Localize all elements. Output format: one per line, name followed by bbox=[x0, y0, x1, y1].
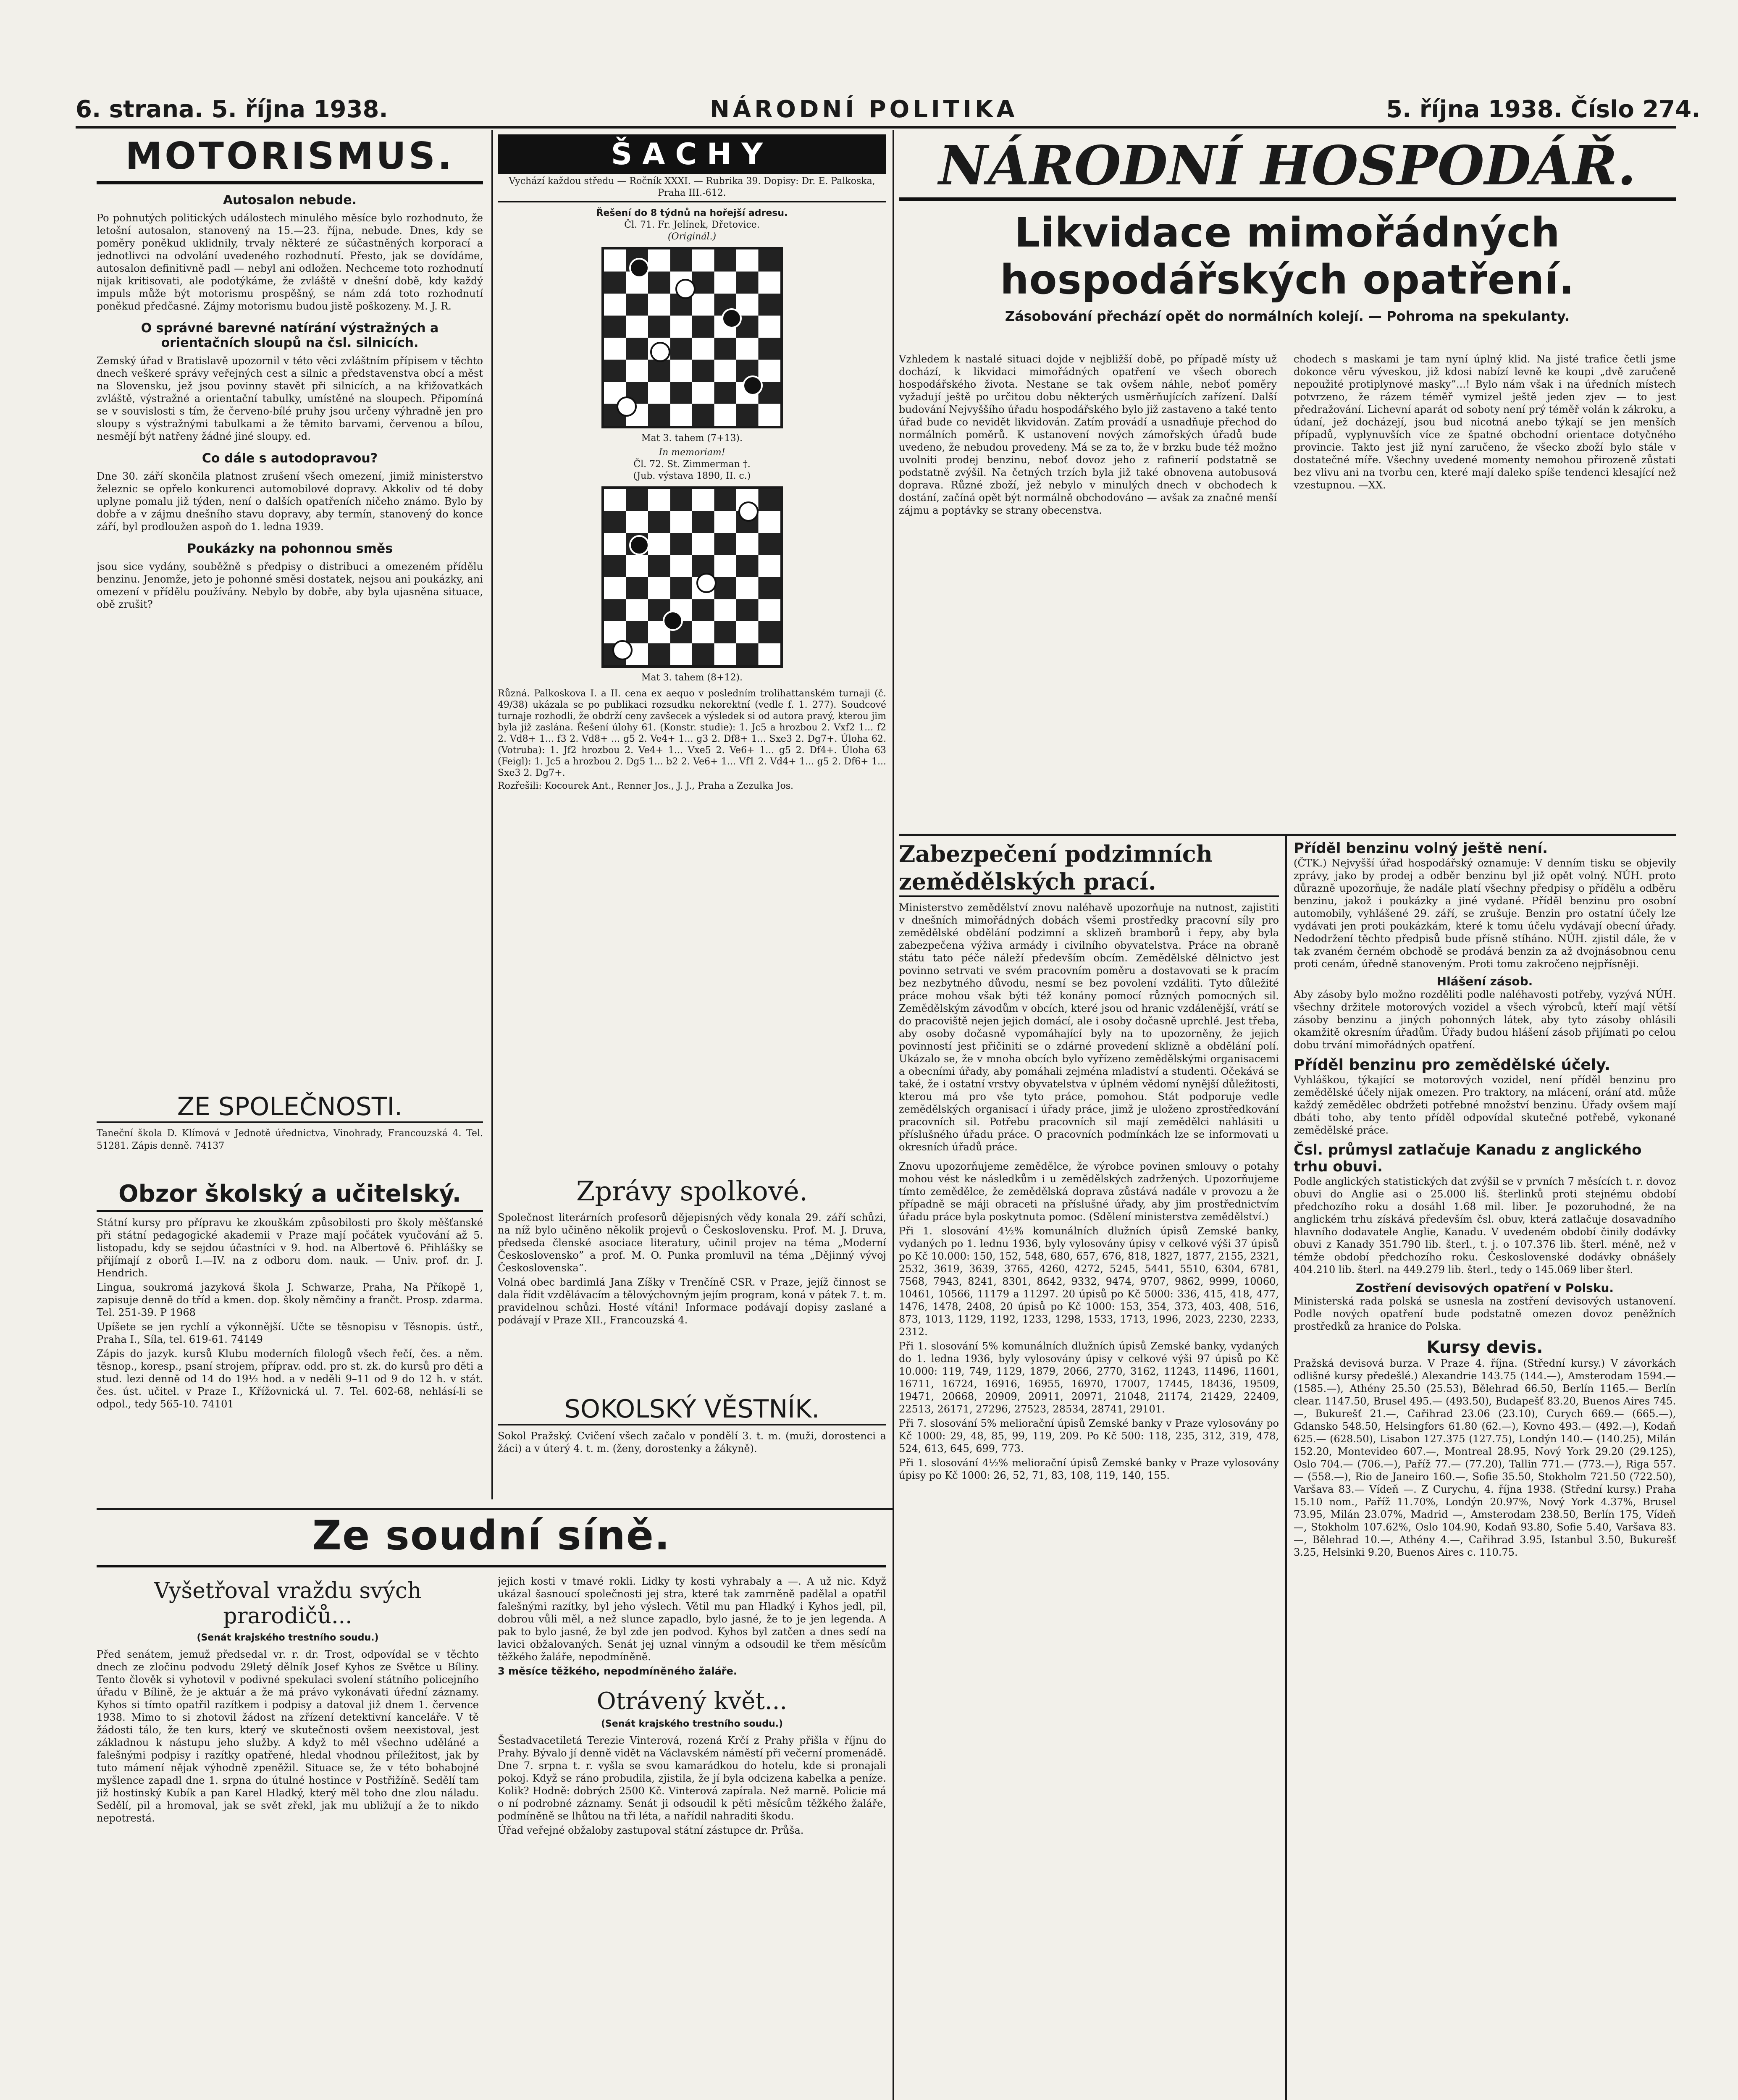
memoriam-label: In memoriam! bbox=[659, 447, 725, 458]
lottery-notice: Při 7. slosování 5% meliorační úpisů Zemské banky v Praze vylosovány po Kč 1000: 29, 48, 85, 99, 119, 209. Po Kč 500: 118, 235, 312, 319, 478, 524, 613, 645, 699, 773. bbox=[899, 1418, 1279, 1454]
article-heading: O správné barevné natírání výstražných a orientačních sloupů na čsl. silnicích. bbox=[141, 321, 439, 350]
obzor-section bbox=[97, 1180, 483, 1499]
chess-board-72 bbox=[601, 486, 783, 668]
article-text: Volná obec bardimlá Jana Zíšky v Trenčíně CSR. v Praze, jejíž činnost se dala řídit vzdělávacím a tělovýchovným jejím program, koná v pátek 7. t. m. pravidelnou schůzi. Hosté vítáni! Informace podávají dopisy zaslané a podávají v Praze XII., Francouzská 4. bbox=[498, 1276, 886, 1326]
hospodar-col-2 bbox=[1294, 353, 1676, 832]
article-heading: Čsl. průmysl zatlačuje Kanadu z anglického trhu obuvi. bbox=[1294, 1142, 1642, 1175]
article-text: Vyhláškou, týkající se motorových vozidel, není příděl benzinu pro zemědělské účely nijak omezen. Pro traktory, na mlácení, orání atd. může každý zemědělec obdržeti potřebné množství benzinu. Úřady ovšem mají dbáti toho, aby tento příděl odpovídal skutečné potřebě, vykonané zemědělské práce. bbox=[1294, 1074, 1676, 1136]
chess-notes: Různá. Palkoskova I. a II. cena ex aequo v posledním trolihattanském turnaji (č. 49/38) ukázala se po publikaci rozsudku nekorektní (vedle f. 1. 277). Soudcové turnaje rozhodli, že obdrží ceny zavšecek a výsledek si od autora pravý, kterou jim byla již zaslána. Řešení úlohy 61. (Konstr. studie): 1. Jc5 a hrozbou 2. Vxf2 1... f2 2. Vd8+ 1... f3 2. Vd8+ ... g5 2. Ve4+ 1... g3 2. Df8+ 1... Sxe3 2. Dg7+. Úloha 62. (Votruba): 1. Jf2 hrozbou 2. Ve4+ 1... Vxe5 2. Ve6+ 1... g5 2. Df4+. Úloha 63 (Feigl): 1. Jc5 a hrozbou 2. Dg5 1... b2 2. Ve6+ 1... Vf1 2. Vd4+ 1... g5 2. Df6+ 1... Sxe3 2. Dg7+. bbox=[498, 688, 886, 778]
sokol-section bbox=[498, 1394, 886, 1499]
article-text: Státní kursy pro přípravu ke zkouškám způsobilosti pro školy měšťanské při státní pedagogické akademii v Praze mají počátek vyučování až 5. listopadu, kdy se sejdou účastníci v 9. hod. na Albertově 6. Přihlášky se přijímají z oborů I.—IV. na z odboru dom. nauk. — Univ. prof. dr. J. Hendrich. bbox=[97, 1217, 483, 1279]
article-text: Ministerská rada polská se usnesla na zostření devisových ustanovení. Podle nových opatření bude podstatně omezen dovoz peněžních prostředků za hranice do Polska. bbox=[1294, 1295, 1676, 1332]
newspaper-title: NÁRODNÍ POLITIKA bbox=[710, 96, 1018, 123]
problem-caption: Mat 3. tahem (8+12). bbox=[641, 672, 743, 683]
section-title: Ze soudní síně. bbox=[97, 1512, 886, 1567]
column-divider bbox=[491, 130, 493, 1499]
article-heading: Příděl benzinu volný ještě není. bbox=[1294, 840, 1548, 857]
page-number-date: 6. strana. 5. října 1938. bbox=[76, 96, 388, 123]
article-heading: Zostření devisových opatření v Polsku. bbox=[1355, 1281, 1614, 1295]
article-text: Úřad veřejné obžaloby zastupoval státní zástupce dr. Průša. bbox=[498, 1824, 804, 1836]
section-divider bbox=[899, 834, 1676, 836]
article-text: (ČTK.) Nejvyšší úřad hospodářský oznamuje: V denním tisku se objevily zprávy, jako by prodej a odběr benzinu byl již opět volný. NÚH. proto důrazně upozorňuje, že nadále platí všechny předpisy o přídělu a odběru benzinu, jakož i poukázky a jiné vydané. Příděl benzinu pro osobní automobily, vyhlášené 29. září, se zrušuje. Benzin pro ostatní účely lze vydávati jen proti poukázkám, které k tomu účelu vydávají obecní úřady. Nedodržení těchto předpisů bude přísně stíháno. NÚH. zjistil dále, že v tak zvaném černém obchodě se prodává benzin za až dvojnásobnou cenu proti cenám, úředně stanoveným. Proti tomu zakročeno nejpřísněji. bbox=[1294, 857, 1676, 970]
article-subheading: (Senát krajského trestního soudu.) bbox=[197, 1633, 379, 1643]
soud-section bbox=[97, 1512, 886, 2100]
problem-subtitle: (Originál.) bbox=[667, 231, 717, 242]
article-subheading: (Senát krajského trestního soudu.) bbox=[601, 1719, 783, 1729]
headline: Likvidace mimořádných bbox=[1014, 209, 1560, 256]
lottery-notice: Při 1. slosování 5% komunálních dlužních úpisů Zemské banky, vydaných do 1. ledna 1936, byly vylosovány úpisy v celkové výši 97 úpisů po Kč 10.000: 119, 749, 1129, 1879, 2066, 2770, 3162, 11243, 11496, 11601, 16711, 16724, 16916, 16955, 16970, 17007, 17445, 18436, 19509, 19471, 20668, 20909, 20911, 20971, 21048, 21174, 21429, 22409, 22513, 26171, 27296, 27523, 28534, 28741, 29101. bbox=[899, 1340, 1279, 1415]
article-heading: Otrávený květ... bbox=[596, 1688, 788, 1715]
issue-number: 5. října 1938. Číslo 274. bbox=[1386, 96, 1701, 123]
ad-text: Linguа, soukromá jazyková škola J. Schwarze, Praha, Na Příkopě 1, zapisuje denně do tříd a kmen. dop. školy němčiny a frančt. Prosp. zdarma. Tel. 251-39. P 1968 bbox=[97, 1281, 483, 1318]
article-text: Sokol Pražský. Cvičení všech začalo v pondělí 3. t. m. (muži, dorostenci a žáci) a v úterý 4. t. m. (ženy, dorostenky a žákyně). bbox=[498, 1430, 886, 1454]
lottery-notice: Při 1. slosování 4½% meliorační úpisů Zemské banky v Praze vylosovány úpisy po Kč 1000: 26, 52, 71, 83, 108, 119, 140, 155. bbox=[899, 1457, 1279, 1481]
section-title: NÁRODNÍ HOSPODÁŘ. bbox=[899, 134, 1676, 201]
motorismus-section bbox=[97, 134, 483, 1092]
section-title: Zprávy spolkové. bbox=[576, 1176, 808, 1207]
header-rule bbox=[76, 126, 1676, 129]
problem-subtitle: (Jub. výstava 1890, II. c.) bbox=[633, 471, 751, 481]
problem-title: Čl. 72. St. Zimmerman †. bbox=[633, 459, 751, 470]
chess-piece bbox=[722, 308, 742, 328]
problem-caption: Mat 3. tahem (7+13). bbox=[641, 433, 743, 444]
article-text: jsou sice vydány, souběžně s předpisy o distribuci a omezeném přídělu benzinu. Jenomže, jeto je pohonné směsi dostatek, nejsou ani poukázky, ani omezení v přídělu používány. Nebylo by dobře, aby byla ujasněna situace, obě zrušit? bbox=[97, 561, 483, 610]
section-divider bbox=[97, 1508, 893, 1510]
chess-piece bbox=[675, 279, 696, 299]
problem-title: Čl. 71. Fr. Jelínek, Dřetovice. bbox=[624, 220, 760, 230]
article-heading: Hlášení zásob. bbox=[1436, 974, 1533, 988]
zabezpeceni-section bbox=[899, 840, 1279, 2100]
article-text: Dne 30. září skončila platnost zrušení všech omezení, jimiž ministerstvo železnic se opřelo konkurenci automobilové dopravy. Akkoliv od té doby uplyne pomalu již týden, není o dalších opatřeních ničeho známo. Bylo by dobře a v zájmu dnešního stavu dopravy, aby termín, stanovený do konce září, byl prodloužen aspoň do 1. ledna 1939. bbox=[97, 470, 483, 533]
article-text: Aby zásoby bylo možno rozděliti podle naléhavosti potřeby, vyzývá NÚH. všechny držitele motorových vozidel a všech výrobců, kteří mají větší zásoby benzinu a jiných pohonných látek, aby tyto zásoby ohlásili okamžitě okresním úřadům. Úřady budou hlášení zásob přijímati po celou dobu trvání mimořádných opatření. bbox=[1294, 989, 1676, 1051]
column-divider bbox=[1285, 836, 1287, 2100]
exchange-rates: Pražská devisová burza. V Praze 4. října. (Střední kursy.) V závorkách odlišné kursy předešlé.) Alexandrie 143.75 (144.—), Amsterodam 1594.— (1585.—), Athény 25.50 (25.53), Bělehrad 66.50, Berlín 1165.— Berlín clear. 1147.50, Brusel 495.— (493.50), Budapešť 83.20, Buenos Aires 745.—, Bukurešť 21.—, Cařihrad 23.06 (23.10), Curych 669.— (665.—), Gdansko 548.50, Helsingfors 61.80 (62.—), Kovno 493.— (492.—), Kodaň 625.— (628.50), Lisabon 127.375 (127.75), Londýn 140.— (140.25), Milán 152.20, Montevideo 607.—, Montreal 28.95, Nový York 29.20 (29.125), Oslo 704.— (706.—), Paříž 77.— (77.20), Tallin 771.— (773.—), Riga 557.— (558.—), Rio de Janeiro 160.—, Sofie 35.50, Stokholm 721.50 (722.50), Varšava 83.— Vídeň —. Z Curychu, 4. října 1938. (Střední kursy.) Praha 15.10 nom., Paříž 11.70%, Londýn 20.97%, Nový York 4.37%, Brusel 73.95, Milán 23.07%, Madrid —, Amsterodam 238.50, Berlín 175, Vídeň —, Stokholm 107.62%, Oslo 104.90, Kodaň 93.80, Sofie 5.40, Varšava 83.—, Bělehrad 10.—, Athény 4.—, Cařihrad 3.95, Istanbul 3.50, Bukurešť 3.25, Helsinki 9.20, Buenos Aires c. 110.75. bbox=[1294, 1357, 1676, 1558]
chess-piece bbox=[629, 258, 649, 278]
section-title: ZE SPOLEČNOSTI. bbox=[97, 1092, 483, 1123]
section-banner: ŠACHY bbox=[498, 134, 886, 174]
chess-piece bbox=[743, 375, 763, 396]
article-text: Po pohnutých politických událostech minulého měsíce bylo rozhodnuto, že letošní autosalon, stanovený na 15.—23. října, nebude. Dnes, kdy se poměry poněkud uklidnily, trvaly některé ze súčastněných korporací a jednotlivci na odvolání uvedeného rozhodnutí. Přesto, jak se dovídáme, autosalon definitivně padl — nebyl ani odložen. Nechceme toto rozhodnutí nijak kritisovati, ale podotýkáme, že zvláště v dnešní době, kdy každý impuls může být motorismu prospěšný, se nám zdá toto rozhodnutí poněkud předčasné. Zájmy motorismu budou jistě poškozeny. M. J. R. bbox=[97, 212, 483, 312]
ad-text: Upíšete se jen rychlí a výkonnější. Učte se těsnopisu v Těsnopis. ústř., Praha I., Síla, tel. 619-61. 74149 bbox=[97, 1321, 483, 1345]
article-text: Znovu upozorňujeme zemědělce, že výrobce povinen smlouvy o potahy mohou vést ke následkům i u zemědělských zadržených. Upozorňujeme tímto zemědělce, že zemědělská doprava zůstává nadále v provozu a že případně se máji obraceti na příslušné úřady, aby jim prostřednictvím úřadu práce byla poskytnuta pomoc. (Sdělení ministerstva zemědělství.) bbox=[899, 1160, 1279, 1223]
article-text: Zemský úřad v Bratislavě upozornil v této věci zvláštním přípisem v těchto dnech veškeré správy veřejných cest a silnic a představenstva obcí a měst na Slovensku, jež jsou povinny stavět při silnicích, a na křižovatkách zvláště, výstražné a orientační tabulky, umístěné na sloupech. Připomíná se v souvislosti s tím, že červeno-bílé pruhy jsou určeny výhradně jen pro sloupy s výstražnými tabulkami a že těmito barvami, červenou a bílou, nesmějí být natřeny žádné jiné sloupy. ed. bbox=[97, 355, 483, 442]
hospodar-section bbox=[899, 134, 1676, 832]
article-heading: Kursy devis. bbox=[1426, 1338, 1543, 1357]
subheadline: Zásobování přechází opět do normálních kolejí. — Pohroma na spekulanty. bbox=[1005, 308, 1570, 324]
article-heading: Příděl benzinu pro zemědělské účely. bbox=[1294, 1056, 1610, 1074]
chess-piece bbox=[738, 501, 759, 522]
ad-text: Zápis do jazyk. kursů Klubu moderních filologů všech řečí, čes. a něm. těsnop., koresp., psaní strojem, příprav. odd. pro st. zk. do kursů pro děti a stud. lezi denně od 14 do 19½ hod. a v neděli 9–11 od 9 do 12 h. v stát. čes. úst. učitel. v Praze I., Křížovnická ul. 7. Tel. 602-68, nehlásí-li se odpol., tedy 565-10. 74101 bbox=[97, 1348, 483, 1410]
article-heading: Autosalon nebude. bbox=[223, 193, 357, 207]
article-text: jejich kosti v tmavé rokli. Lidky ty kosti vyhrabaly a —. A už nic. Když ukázal šasnoucí společnosti jej stra, které tak zamrněně padělal a opatřil falešnými razítky, byl jeho výslech. Větil mu pan Hladký i Kyhos jedl, pil, dobrou vůli měl, a než slunce zapadlo, bylo jasné, že to je jen legenda. A pak to bylo jasné, že byl zde jen podvod. Kyhos byl zatčen a dnes sedí na lavici obžalovaných. Senát jej uznal vinným a odsoudil ke třem měsícům těžkého žaláře, nepodmíněně. bbox=[498, 1575, 886, 1663]
section-title: SOKOLSKÝ VĚSTNÍK. bbox=[498, 1394, 886, 1425]
chess-piece bbox=[650, 342, 670, 362]
verdict-text: 3 měsíce těžkého, nepodmíněného žaláře. bbox=[498, 1665, 737, 1677]
soud-column-2 bbox=[498, 1575, 886, 2100]
chess-solvers: Rozřešili: Kocourek Ant., Renner Jos., J. J., Praha a Zezulka Jos. bbox=[498, 781, 793, 791]
chess-piece bbox=[696, 573, 717, 593]
article-heading: Vyšetřoval vraždu svých prarodičů... bbox=[154, 1578, 422, 1629]
spolecnost-section bbox=[97, 1092, 483, 1172]
article-heading: Co dále s autodopravou? bbox=[202, 451, 378, 466]
spolkove-section bbox=[498, 1176, 886, 1390]
chess-board-71 bbox=[601, 247, 783, 428]
article-text: Vzhledem k nastalé situaci dojde v nejbližší době, po případě místy už dochází, k likvidaci mimořádných opatření ve všech oborech hospodářského života. Nestane se tak ovšem náhle, neboť poměry vyžadují ještě po určitou dobu některých usměrňujících zařízení. Další budování Nejvyššího úřadu hospodářského bylo již zastaveno a také tento úřad bude co nevidět likvidován. Zatím provádí a usnadňuje přechod do normálních poměrů. K ustanovení nových zámořských úřadů bude uvedeno, že nebudou provedeny. Má se za to, že v brzku bude též možno uvolniti prodej benzinu, neboť dovoz jeho z rafinerií podstatně se podstatně zvýšil. Na četných trzích byla již také obnovena autobusová doprava. Různé zboží, jež nebylo v minulých dnech v obchodech k dostání, začíná opět být normálně obchodováno — avšak za značné menší zájmu a poptávky se strany obecenstva. bbox=[899, 353, 1277, 516]
article-text: Podle anglických statistických dat zvýšil se v prvních 7 měsících t. r. dovoz obuvi do Anglie asi o 25.000 liš. šterlinků proti stejnému období předchozího roku a dosáhl 1.68 mil. liber. Je pozoruhodné, že na anglickém trhu získává především čsl. obuv, která zatlačuje dosavadního hlavního dodavatele Anglie, Kanadu. V uvedeném období činily dodávky obuvi z Kanady 351.790 lib. šterl., t. j. o 107.376 lib. šterl. méně, než v témže období předchozího roku. Československé dodávky obnášely 404.210 lib. šterl. na 449.279 lib. šterl., tedy o 145.069 liber šterl. bbox=[1294, 1176, 1676, 1276]
article-text: chodech s maskami je tam nyní úplný klid. Na jisté trafice četli jsme dokonce věru výveskou, již kdosi nabízí levně ke koupi „dvě zaručeně nepoužité protiplynové masky”...! Bylo nám však i na úředních místech potvrzeno, že rázem téměř vymizel ještě jeden zjev — to jest předražování. Lichevní aparát od soboty není prý téměř volán k zákroku, a údaní, jež docházejí, jsou bud nicotná anebo týkají se jen menších případů, vyplynuvších více ze špatné obchodní orientace dotyčného provincie. Takto jest již nyní zaručeno, že všecko zboží bylo stále v dostatečné míře. Všechny uvedené momenty nemohou přirozeně zůstati bez vlivu ani na tvorbu cen, které mají daleko spíše tendenci klesající než vzestupnou. —XX. bbox=[1294, 353, 1676, 491]
section-title: MOTORISMUS. bbox=[97, 134, 483, 184]
column-divider bbox=[893, 130, 894, 2100]
article-heading: Zabezpečení podzimních zemědělských prací. bbox=[899, 840, 1279, 897]
chess-piece bbox=[629, 535, 649, 555]
lottery-notice: Při 1. slosování 4½% komunálních dlužních úpisů Zemské banky, vydaných po 1. lednu 1936, byly vylosovány úpisy v celkové výši 37 úpisů po Kč 10.000: 150, 152, 548, 680, 657, 676, 818, 1827, 1877, 2155, 2321, 2532, 3619, 3639, 3765, 4260, 4272, 5245, 5441, 5510, 6304, 6781, 7568, 7943, 8241, 8301, 8642, 9332, 9474, 9707, 9862, 9999, 10060, 10461, 10566, 11179 a 11297. 20 úpisů po Kč 5000: 336, 415, 418, 477, 1476, 1478, 2408, 20 úpisů po Kč 1000: 153, 354, 373, 403, 408, 516, 873, 1013, 1129, 1192, 1233, 1298, 1533, 1713, 1996, 2023, 2230, 2233, 2312. bbox=[899, 1225, 1279, 1338]
soud-column-1 bbox=[97, 1575, 479, 2100]
sachy-section bbox=[498, 134, 886, 1176]
right-column bbox=[1294, 840, 1676, 2100]
chess-piece bbox=[612, 640, 633, 660]
article-heading: Poukázky na pohonnou směs bbox=[186, 541, 393, 556]
ad-text: Taneční škola D. Klímová v Jednotě úřednictva, Vinohrady, Francouzská 4. Tel. 51281. Zápis denně. 74137 bbox=[97, 1128, 483, 1151]
solutions-notice: Řešení do 8 týdnů na hořejší adresu. bbox=[596, 208, 788, 218]
section-title: Obzor školský a učitelský. bbox=[97, 1180, 483, 1212]
chess-piece bbox=[663, 611, 683, 631]
rubric-info: Vychází každou středu — Ročník XXXI. — Rubrika 39. Dopisy: Dr. E. Palkoska, Praha III.-612. bbox=[498, 174, 886, 202]
article-text: Před senátem, jemuž předsedal vr. r. dr. Trost, odpovídal se v těchto dnech ze zločinu podvodu 29letý dělník Josef Kyhos ze Světce u Bíliny. Tento člověk si vyhotovil v podivné spekulaci svolení státního policejního úřadu v Bílině, že je aktuár a že má právo vykonávati úřední záznamy. Kyhos si tímto opatřil razítkem i podpisy a datoval již dnem 1. července 1938. Mimo to si zhotovil žádost na zřízení detektivní kanceláře. V tě žádosti tálo, že ten kurs, který ve skutečnosti ovšem neexistoval, jest základnou k nástupu jeho služby. A když to měl všechno uděláné a falešnými podpisy i razítky opatřené, hledal vhodnou příležitost, jak by tuto mámení nějak výhodně zpeněžil. Situace se, že v této bohabojné myšlence zapadl dne 1. srpna do útulné hostince v Postřižíně. Sedělí tam již hostinský Kubík a pan Karel Hladký, který měl toho dne zlou náladu. Sedělí, pil a hromoval, jak se svět zřekl, jak mu ubližují a že to nikdo nepotrestá. bbox=[97, 1648, 479, 1824]
article-text: Ministerstvo zemědělství znovu naléhavě upozorňuje na nutnost, zajistiti v dnešních mimořádných dobách všemi prostředky pracovní síly pro zemědělské obdělání podzimní a sklizeň bramborů i řepy, aby byla zabezpečena výživa armády i civilního obyvatelstva. Práce na obraně státu tato péče náleží především obcím. Zemědělské dělnictvo jest povinno setrvati ve svém pracovním poměru a dostavovati se k pracím bez nezbytného důvodu, nesmí se bez povolení vzdáliti. Tyto důležité práce mohou však býti též konány pomocí různých pomocných sil. Zemědělským závodům v obcích, které jsou od hranic vzdálenější, vrátí se do pracoviště nejen jejich domácí, ale i osoby dočasně uprchlé. Jest třeba, aby osoby dočasně vypomáhající byly na to upozorněny, že jejich povinností jest přičiniti se o zdárné provedení sklizně a obdělání polí. Ukázalo se, že v mnoha obcích bylo vyřízeno zemědělskými organisacemi a obecními úřady, aby pomáhali zejména mladiství a studenti. Očekává se také, že i ostatní vrstvy obyvatelstva v úplném vědomí nynější důležitosti, kterou má pro vše tyto práce, pomohou. Stát podporuje vedle zemědělských organisací i úřady práce, jimž je uloženo zprostředkování pracovních sil. Potřebu pracovních sil mají zemědělci nahlásiti u příslušného úřadu práce. O pracovních podmínkách lze se informovati u okresních úřadů práce. bbox=[899, 902, 1279, 1153]
chess-piece bbox=[617, 396, 637, 417]
hospodar-col-1 bbox=[899, 353, 1277, 832]
article-text: Šestadvacetiletá Terezie Vinterová, rozená Krčí z Prahy přišla v říjnu do Prahy. Bývalo jí denně vidět na Václavském náměstí při večerní promenádě. Dne 7. srpna t. r. vyšla se svou kamarádkou do hotelu, kde si pronajali pokoj. Když se ráno probudila, zjistila, že jí byla odcizena kabelka a peníze. Kolik? Hodně: dobrých 2500 Kč. Vinterová zapírala. Než marně. Policie má o ní podrobné záznamy. Senát ji odsoudil k pěti měsícům těžkého žaláře, podmíněně se lhůtou na tři léta, a nařídil nahraditi škodu. bbox=[498, 1735, 886, 1822]
headline: hospodářských opatření. bbox=[1000, 256, 1575, 303]
article-text: Společnost literárních profesorů dějepisných vědy konala 29. září schůzi, na níž bylo učiněno několik projevů o Československu. Prof. M. J. Druva, předseda členské asociace literatury, učinil projev na téma „Moderní Československo” a prof. M. O. Punka promluvil na téma „Dějinný vývoj Československa”. bbox=[498, 1212, 886, 1274]
